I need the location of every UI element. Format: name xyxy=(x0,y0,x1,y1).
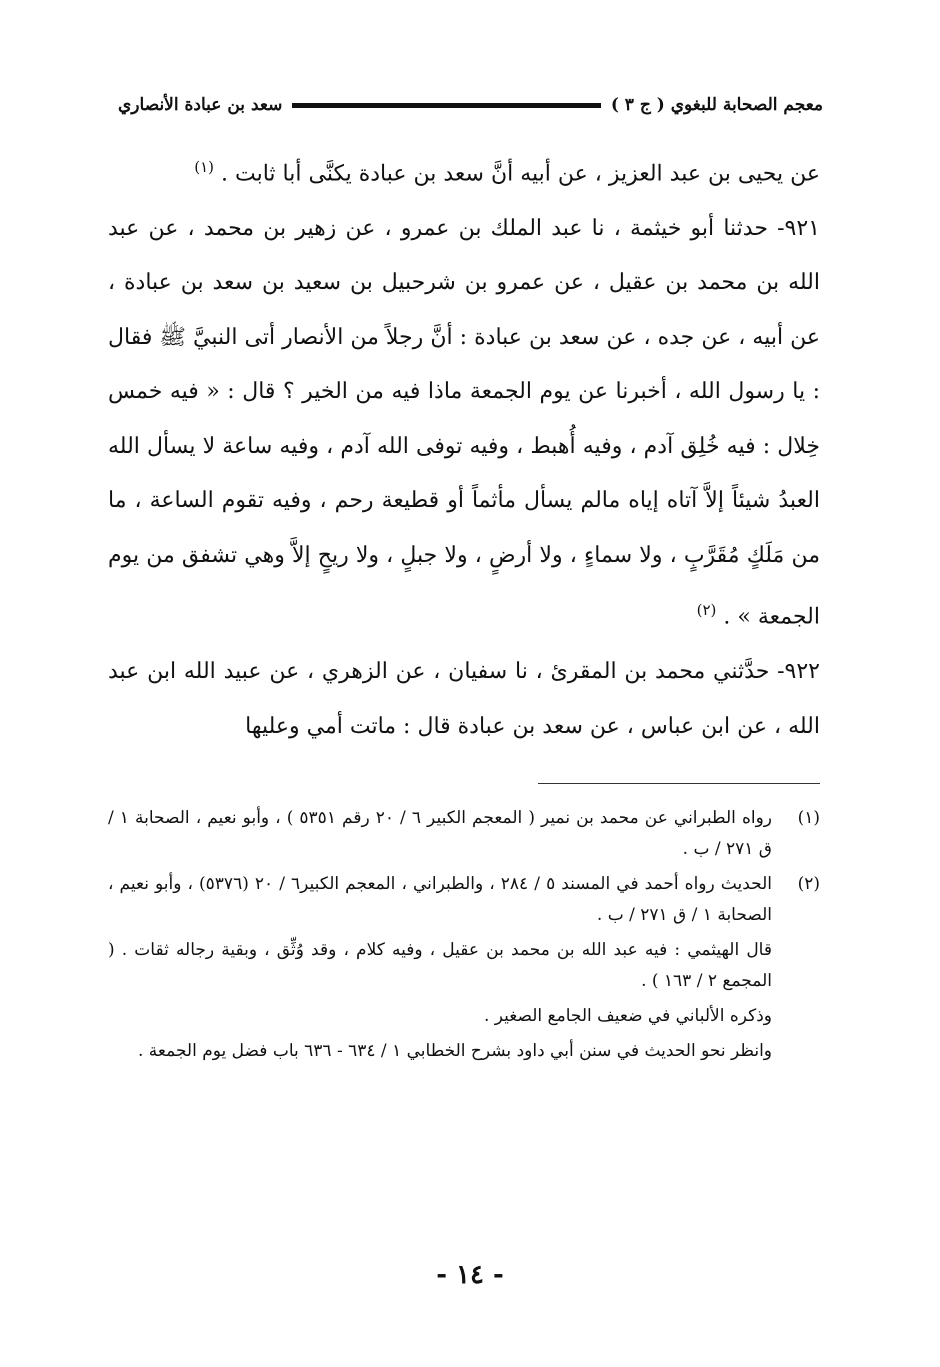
page-number: - ١٤ - xyxy=(436,1260,504,1290)
footnote-number: (١) xyxy=(797,808,820,828)
hadith-921-text: ٩٢١- حدثنا أبو خيثمة ، نا عبد الملك بن عمرو ، عن زهير بن محمد ، عن عبد الله بن محمد بن عقيل ، عن عمرو بن شرحبيل بن سعيد بن سعد بن عبادة ، عن أبيه ، عن جده ، عن سعد بن عبادة : أنَّ رجلاً من الأنصار أتى النبيَّ ﷺ فقال : يا رسول الله ، أخبرنا عن يوم الجمعة ماذا فيه من الخير ؟ قال : « فيه خمس خِلال : فيه خُلِق آدم ، وفيه أُهبط ، وفيه توفى الله آدم ، وفيه ساعة لا يسأل الله العبدُ شيئاً إلاَّ آتاه إياه مالم يسأل مأثماً أو قطيعة رحم ، وفيه تقوم الساعة ، ما من مَلَكٍ مُقَرَّبٍ ، ولا سماءٍ ، ولا أرضٍ ، ولا جبلٍ ، ولا ريحٍ إلاَّ وهي تشفق من يوم الجمعة » . xyxy=(108,215,820,630)
footnote-2 xyxy=(108,869,820,931)
footnotes xyxy=(108,803,820,1071)
footnote-number: (٢) xyxy=(797,874,820,894)
book-title: معجم الصحابة للبغوي ( ج ٣ ) xyxy=(610,95,823,115)
running-header xyxy=(118,88,823,122)
footnote-text: الحديث رواه أحمد في المسند ٥ / ٢٨٤ ، والطبراني ، المعجم الكبير٦ / ٢٠ (٥٣٧٦) ، وأبو نعيم ، الصحابة ١ / ق ٢٧١ / ب . xyxy=(108,874,773,925)
hadith-922-text: ٩٢٢- حدَّثني محمد بن المقرئ ، نا سفيان ، عن الزهري ، عن عبيد الله ابن عبد الله ، عن ابن عباس ، عن سعد بن عبادة قال : ماتت أمي وعليها xyxy=(108,659,820,739)
footnote-ref-2: (٢) xyxy=(696,601,717,620)
paragraph-1-text: عن يحيى بن عبد العزيز ، عن أبيه أنَّ سعد بن عبادة يكنَّى أبا ثابت . xyxy=(221,161,820,187)
paragraph-1 xyxy=(108,140,820,202)
footnote-2-abudawud: وانظر نحو الحديث في سنن أبي داود بشرح الخطابي ١ / ٦٣٤ - ٦٣٦ باب فضل يوم الجمعة . xyxy=(138,1041,772,1061)
footnote-separator xyxy=(538,783,820,784)
header-rule xyxy=(292,103,600,108)
hadith-921 xyxy=(108,202,820,645)
footnote-2-haythami: قال الهيثمي : فيه عبد الله بن محمد بن عقيل ، وفيه كلام ، وقد وُثِّق ، وبقية رجاله ثقات . ( المجمع ٢ / ١٦٣ ) . xyxy=(108,940,772,991)
footnote-text: رواه الطبراني عن محمد بن نمير ( المعجم الكبير ٦ / ٢٠ رقم ٥٣٥١ ) ، وأبو نعيم ، الصحابة ١ / ق ٢٧١ / ب . xyxy=(108,808,772,859)
footnote-ref-1: (١) xyxy=(194,158,215,176)
footnote-1 xyxy=(108,803,820,865)
chapter-title: سعد بن عبادة الأنصاري xyxy=(118,95,283,115)
footnote-2-albani: وذكره الألباني في ضعيف الجامع الصغير . xyxy=(483,1006,772,1026)
main-text xyxy=(108,140,820,754)
hadith-922 xyxy=(108,645,820,754)
